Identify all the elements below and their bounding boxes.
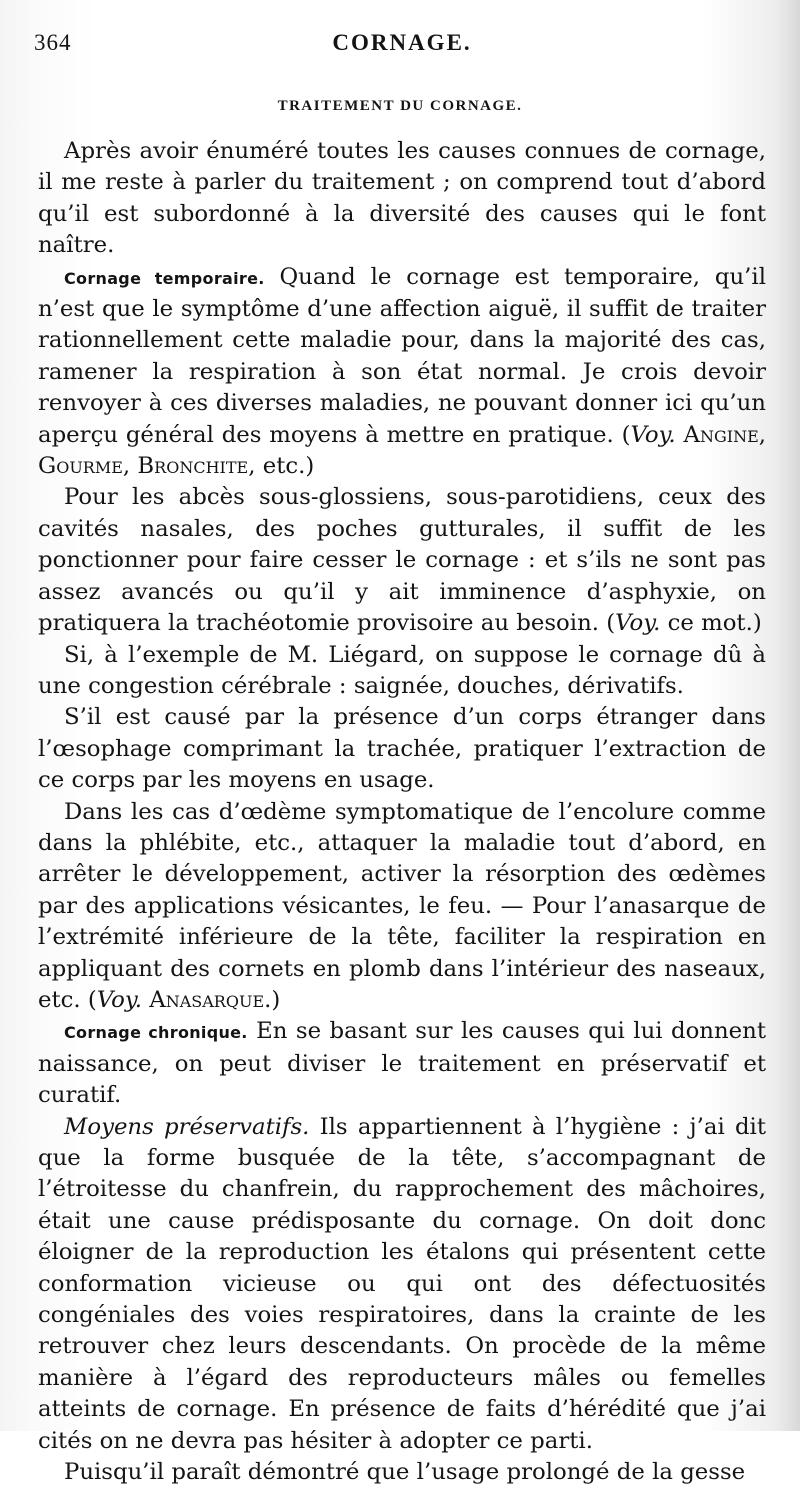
section-title: TRAITEMENT DU CORNAGE. — [277, 98, 523, 114]
cross-reference: Anasarque — [142, 986, 265, 1013]
paragraph-text: Dans les cas d’œdème symptomatique de l’encolure comme dans la phlébite, etc., attaquer la maladie tout d’abord, en arrêter le développement, activer la résorption des œdèmes par des applications vésicantes, le feu. — Pour l’anasarque de l’extrémité inférieure de la tête, faciliter la respiration en appliquant des cornets en plomb dans l’intérieur des naseaux, etc. ( — [38, 798, 766, 1013]
paragraph-text: ce mot.) — [660, 610, 762, 637]
paragraph-text: , etc.) — [248, 453, 315, 480]
paragraph-text: Puisqu’il paraît démontré que l’usage prolongé de la gesse — [64, 1459, 746, 1486]
paragraph-gesse — [38, 1457, 766, 1488]
cross-reference: Bronchite — [137, 453, 249, 480]
paragraph-corps-etranger — [38, 702, 766, 796]
paragraph-text: Ils appartiennent à l’hygiène : j’ai dit que la forme busquée de la tête, s’accompagnant de l’étroitesse du chanfrein, du rapprochement des mâchoires, était une cause prédisposante du cornage. On doit donc éloigner de la reproduction les étalons qui présentent cette conformation vicieuse ou qui ont des défectuosités congéniales des voies respiratoires, dans la crainte de les retrouver chez leurs descendants. On procède de la même manière à l’égard des reproducteurs mâles ou femelles atteints de cornage. En présence de faits d’hérédité que j’ai cités on ne devra pas hésiter à adopter ce parti. — [38, 1113, 766, 1454]
paragraph-moyens-preservatifs — [38, 1112, 766, 1457]
page-number: 364 — [34, 30, 72, 55]
voy-abbrev: Voy. — [96, 986, 143, 1013]
italic-heading: Moyens préservatifs. — [64, 1113, 310, 1140]
runin-heading: Cornage temporaire. — [64, 268, 265, 288]
paragraph-text: Pour les abcès sous-glossiens, sous-parotidiens, ceux des cavités nasales, des poches gutturales, il suffit de les ponctionner pour faire cesser le cornage : et s’ils ne sont pas assez avancés ou qu’il y ait imminence d’asphyxie, on pratiquera la trachéotomie provisoire au besoin. ( — [38, 484, 766, 637]
separator: , — [758, 421, 766, 448]
page-header — [34, 30, 770, 64]
cross-reference: Angine — [675, 421, 759, 448]
paragraph-cornage-chronique — [38, 1016, 766, 1111]
running-title: CORNAGE. — [332, 30, 472, 55]
separator: , — [122, 453, 138, 480]
cross-reference: Gourme — [38, 453, 123, 480]
voy-abbrev: Voy. — [615, 610, 661, 637]
voy-abbrev: Voy. — [630, 421, 676, 448]
paragraph-text: .) — [264, 986, 281, 1013]
runin-heading: Cornage chronique. — [64, 1023, 248, 1043]
paragraph-abces — [38, 482, 766, 639]
paragraph-text: Après avoir énuméré toutes les causes connues de cornage, il me reste à parler du traitement ; on comprend tout d’abord qu’il est subordonné à la diversité des causes qui le font naître. — [38, 138, 766, 259]
paragraph-oedeme — [38, 797, 766, 1017]
paragraph-cornage-temporaire — [38, 262, 766, 483]
paragraph-intro — [38, 136, 766, 262]
paragraph-text: S’il est causé par la présence d’un corps étranger dans l’œsophage comprimant la trachée, pratiquer l’extraction de ce corps par les moyens en usage. — [38, 704, 766, 794]
paragraph-text: En se basant sur les causes qui lui donnent naissance, on peut diviser le traitement en préservatif et curatif. — [38, 1018, 766, 1109]
paragraph-liegard — [38, 640, 766, 703]
paragraph-text: Quand le cornage est temporaire, qu’il n’est que le symptôme d’une affection aiguë, il suffit de traiter rationnellement cette maladie pour, dans la majorité des cas, ramener la respiration à son état normal. Je crois devoir renvoyer à ces diverses maladies, ne pouvant donner ici qu’un aperçu général des moyens à mettre en pratique. ( — [38, 263, 766, 448]
paragraph-text: Si, à l’exemple de M. Liégard, on suppose le cornage dû à une congestion cérébrale : saignée, douches, dérivatifs. — [38, 641, 766, 699]
body-text — [38, 136, 766, 1488]
